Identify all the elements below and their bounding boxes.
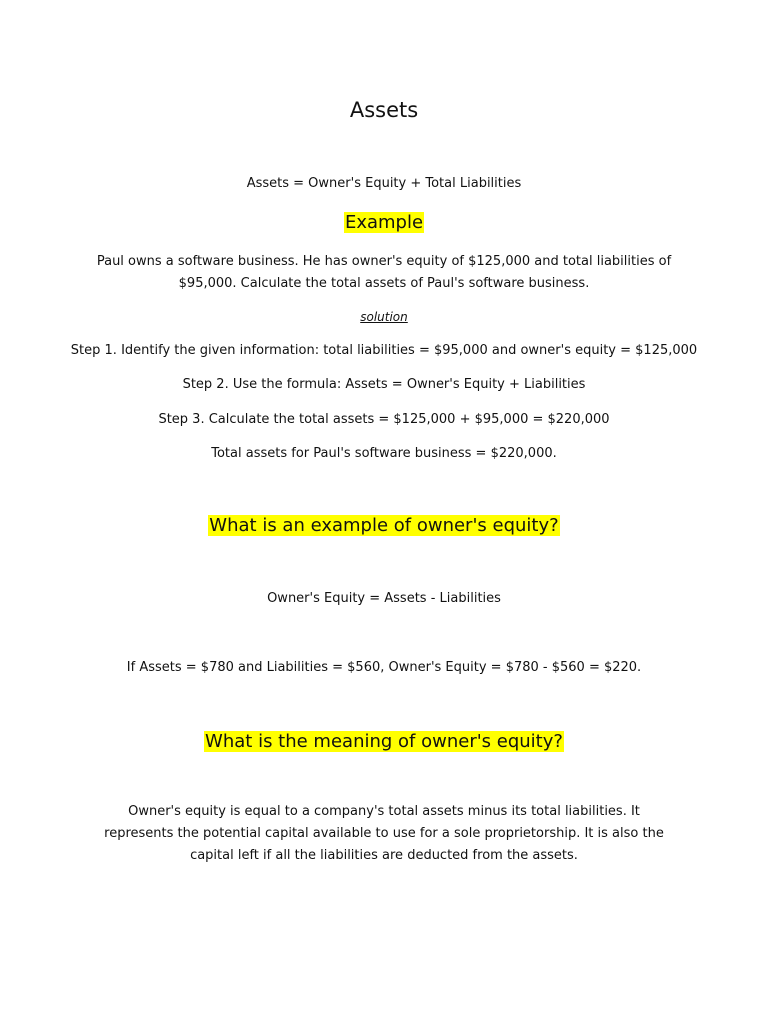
example-paragraph-text: Paul owns a software business. He has owner's equity of $125,000 and total liabilities of $95,000. Calculate the total assets of Paul's software business. bbox=[96, 254, 672, 291]
total-assets-text: Total assets for Paul's software business = $220,000. bbox=[211, 446, 557, 461]
step-1 bbox=[0, 340, 768, 362]
assets-formula-text: Assets = Owner's Equity + Total Liabilities bbox=[246, 176, 522, 191]
example-heading-text: Example bbox=[344, 212, 424, 233]
equity-meaning-text: Owner's equity is equal to a company's total assets minus its total liabilities. It represents the potential capital available to use for a sole proprietorship. It is also the capital left if all the liabilities are deducted from the assets. bbox=[104, 804, 664, 863]
step-2 bbox=[0, 374, 768, 396]
equity-example-text: If Assets = $780 and Liabilities = $560, Owner's Equity = $780 - $560 = $220. bbox=[126, 660, 642, 675]
equity-example bbox=[0, 657, 768, 679]
question-2-heading-text: What is the meaning of owner's equity? bbox=[205, 731, 563, 752]
step-2-text: Step 2. Use the formula: Assets = Owner's Equity + Liabilities bbox=[182, 377, 586, 392]
step-3 bbox=[0, 409, 768, 431]
solution-label-text: solution bbox=[360, 310, 408, 324]
example-paragraph bbox=[96, 251, 672, 295]
question-1-heading-text: What is an example of owner's equity? bbox=[209, 515, 559, 536]
solution-label bbox=[0, 306, 768, 329]
question-1-heading bbox=[0, 513, 768, 539]
equity-formula-text: Owner's Equity = Assets - Liabilities bbox=[267, 591, 501, 606]
step-1-text: Step 1. Identify the given information: total liabilities = $95,000 and owner's equity = $125,000 bbox=[70, 343, 698, 358]
example-heading bbox=[0, 210, 768, 236]
total-assets-line bbox=[0, 443, 768, 465]
question-2-heading bbox=[0, 729, 768, 755]
equity-formula bbox=[0, 588, 768, 610]
page-title-text: Assets bbox=[349, 98, 419, 122]
equity-meaning-paragraph bbox=[96, 801, 672, 867]
step-3-text: Step 3. Calculate the total assets = $125,000 + $95,000 = $220,000 bbox=[158, 412, 610, 427]
page-title bbox=[0, 96, 768, 124]
assets-formula bbox=[0, 173, 768, 195]
